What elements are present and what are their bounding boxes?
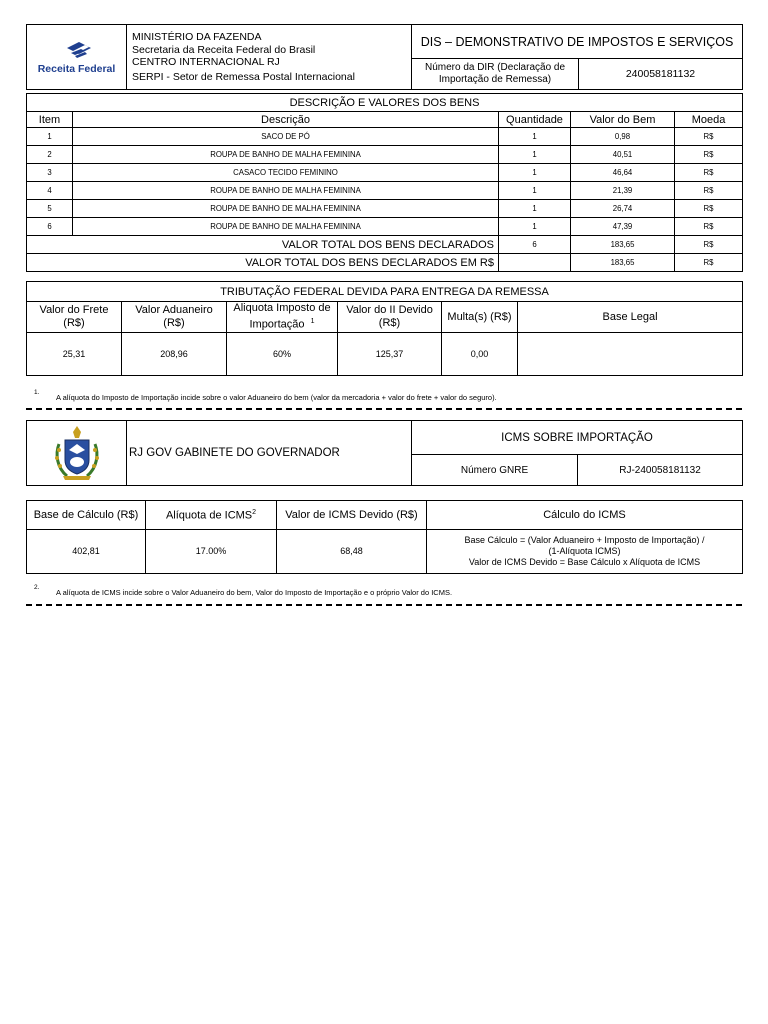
col-item: Item <box>27 112 73 128</box>
footnote-1-text: A alíquota do Imposto de Importação incide sobre o valor Aduaneiro do bem (valor da mercadoria + valor do frete + valor do seguro). <box>56 393 497 402</box>
row-quantity: 1 <box>499 218 571 236</box>
row-description: ROUPA DE BANHO DE MALHA FEMININA <box>73 182 499 200</box>
col-value: Valor do Bem <box>571 112 675 128</box>
ii-due-value: 125,37 <box>338 333 442 376</box>
col-ii-due <box>338 302 442 333</box>
row-quantity: 1 <box>499 164 571 182</box>
row-description: SACO DE PÓ <box>73 128 499 146</box>
col-legal-basis: Base Legal <box>518 302 743 333</box>
goods-section-title: DESCRIÇÃO E VALORES DOS BENS <box>27 94 743 112</box>
col-icms-calc: Cálculo do ICMS <box>427 501 743 530</box>
row-item: 3 <box>27 164 73 182</box>
row-currency: R$ <box>675 128 743 146</box>
col-ii-line-1: Valor do II Devido <box>346 304 433 316</box>
ministry-block <box>127 25 412 90</box>
state-header <box>26 420 743 486</box>
icms-calc-formula <box>427 530 743 574</box>
col-icms-due: Valor de ICMS Devido (R$) <box>277 501 427 530</box>
table-row <box>27 200 743 218</box>
footnote-1-mark: 1. <box>34 389 40 396</box>
total-label: VALOR TOTAL DOS BENS DECLARADOS <box>27 236 499 254</box>
total-quantity: 6 <box>499 236 571 254</box>
footnote-2-text: A alíquota de ICMS incide sobre o Valor Aduaneiro do bem, Valor do Imposto de Importação e o próprio Valor do ICMS. <box>56 588 453 597</box>
col-rate-line-2 <box>227 315 337 332</box>
row-item: 6 <box>27 218 73 236</box>
formula-line-1: Base Cálculo = (Valor Aduaneiro + Imposto de Importação) / <box>464 535 705 545</box>
federal-section-title: TRIBUTAÇÃO FEDERAL DEVIDA PARA ENTREGA DA REMESSA <box>27 282 743 302</box>
goods-header-row <box>27 112 743 128</box>
rj-coat-of-arms-icon <box>51 424 103 482</box>
row-value: 40,51 <box>571 146 675 164</box>
fine-value: 0,00 <box>442 333 518 376</box>
col-ii-line-2: (R$) <box>378 317 401 329</box>
col-freight-line-2: (R$) <box>63 317 85 329</box>
federal-header-row <box>27 302 743 333</box>
row-item: 5 <box>27 200 73 218</box>
dir-number-value: 240058181132 <box>579 59 743 90</box>
row-value: 21,39 <box>571 182 675 200</box>
col-calc-base: Base de Cálculo (R$) <box>27 501 146 530</box>
table-row <box>27 182 743 200</box>
logo-text: Receita Federal <box>37 62 116 75</box>
row-value: 47,39 <box>571 218 675 236</box>
footnote-2-mark: 2. <box>34 584 40 591</box>
table-row <box>27 146 743 164</box>
col-import-rate <box>227 302 338 333</box>
total-brl-row <box>27 254 743 272</box>
row-quantity: 1 <box>499 146 571 164</box>
row-description: CASACO TECIDO FEMININO <box>73 164 499 182</box>
col-freight <box>27 302 122 333</box>
goods-table <box>26 93 743 272</box>
col-freight-line-1: Valor do Frete <box>39 304 109 316</box>
col-customs-line-2: (R$) <box>163 317 185 329</box>
icms-due-value: 68,48 <box>277 530 427 574</box>
customs-value: 208,96 <box>122 333 227 376</box>
row-currency: R$ <box>675 182 743 200</box>
icms-title: ICMS SOBRE IMPORTAÇÃO <box>412 421 743 455</box>
secretariat-name: Secretaria da Receita Federal do Brasil <box>132 43 316 56</box>
col-icms-rate <box>146 501 277 530</box>
col-description: Descrição <box>73 112 499 128</box>
dir-label-line-1: Número da DIR (Declaração de <box>424 62 566 73</box>
footnote-ref-1: 1 <box>310 318 315 326</box>
row-item: 1 <box>27 128 73 146</box>
table-row <box>27 128 743 146</box>
total-currency: R$ <box>675 236 743 254</box>
footnote-1 <box>34 389 497 402</box>
row-quantity: 1 <box>499 200 571 218</box>
import-rate-value: 60% <box>227 333 338 376</box>
freight-value: 25,31 <box>27 333 122 376</box>
col-rate-line-1: Aliquota Imposto de <box>233 302 331 315</box>
receita-federal-logo-icon <box>57 40 97 62</box>
row-description: ROUPA DE BANHO DE MALHA FEMININA <box>73 218 499 236</box>
row-currency: R$ <box>675 218 743 236</box>
row-quantity: 1 <box>499 182 571 200</box>
icms-header-row <box>27 501 743 530</box>
table-row <box>27 164 743 182</box>
dir-label-line-2: Importação de Remessa) <box>438 74 552 85</box>
total-value: 183,65 <box>571 236 675 254</box>
sector-name: SERPI - Setor de Remessa Postal Internacional <box>132 70 355 83</box>
state-government-name: RJ GOV GABINETE DO GOVERNADOR <box>127 421 412 486</box>
row-currency: R$ <box>675 146 743 164</box>
dir-number-label <box>412 59 579 90</box>
icms-rate-value: 17.00% <box>146 530 277 574</box>
row-value: 46,64 <box>571 164 675 182</box>
document-title: DIS – DEMONSTRATIVO DE IMPOSTOS E SERVIÇOS <box>412 25 743 59</box>
row-currency: R$ <box>675 200 743 218</box>
col-quantity: Quantidade <box>499 112 571 128</box>
total-brl-value: 183,65 <box>571 254 675 272</box>
total-brl-label: VALOR TOTAL DOS BENS DECLARADOS EM R$ <box>27 254 499 272</box>
legal-basis-value <box>518 333 743 376</box>
col-fine: Multa(s) (R$) <box>442 302 518 333</box>
cut-line <box>26 604 742 606</box>
footnote-ref-2: 2 <box>252 508 257 516</box>
icms-table <box>26 500 743 574</box>
col-customs-line-1: Valor Aduaneiro <box>135 304 213 316</box>
federal-tax-table <box>26 281 743 376</box>
col-currency: Moeda <box>675 112 743 128</box>
federal-values-row <box>27 333 743 376</box>
row-quantity: 1 <box>499 128 571 146</box>
center-name: CENTRO INTERNACIONAL RJ <box>132 56 280 68</box>
row-description: ROUPA DE BANHO DE MALHA FEMININA <box>73 146 499 164</box>
federal-header <box>26 24 743 90</box>
col-rate-text: Importação <box>249 318 305 331</box>
row-item: 4 <box>27 182 73 200</box>
col-icms-rate-text: Alíquota de ICMS <box>165 509 253 522</box>
logo-cell <box>27 25 127 90</box>
col-customs-value <box>122 302 227 333</box>
table-row <box>27 218 743 236</box>
icms-values-row <box>27 530 743 574</box>
row-item: 2 <box>27 146 73 164</box>
formula-line-3: Valor de ICMS Devido = Base Cálculo x Alíquota de ICMS <box>468 557 701 567</box>
calc-base-value: 402,81 <box>27 530 146 574</box>
footnote-2 <box>34 584 453 597</box>
row-value: 0,98 <box>571 128 675 146</box>
formula-line-2: (1-Alíquota ICMS) <box>548 546 621 556</box>
total-brl-currency: R$ <box>675 254 743 272</box>
gnre-number-value: RJ-240058181132 <box>578 455 743 486</box>
gnre-number-label: Número GNRE <box>412 455 578 486</box>
total-brl-empty <box>499 254 571 272</box>
row-value: 26,74 <box>571 200 675 218</box>
cut-line <box>26 408 742 410</box>
total-row <box>27 236 743 254</box>
row-currency: R$ <box>675 164 743 182</box>
row-description: ROUPA DE BANHO DE MALHA FEMININA <box>73 200 499 218</box>
coat-of-arms-cell <box>27 421 127 486</box>
ministry-name: MINISTÉRIO DA FAZENDA <box>132 31 262 43</box>
